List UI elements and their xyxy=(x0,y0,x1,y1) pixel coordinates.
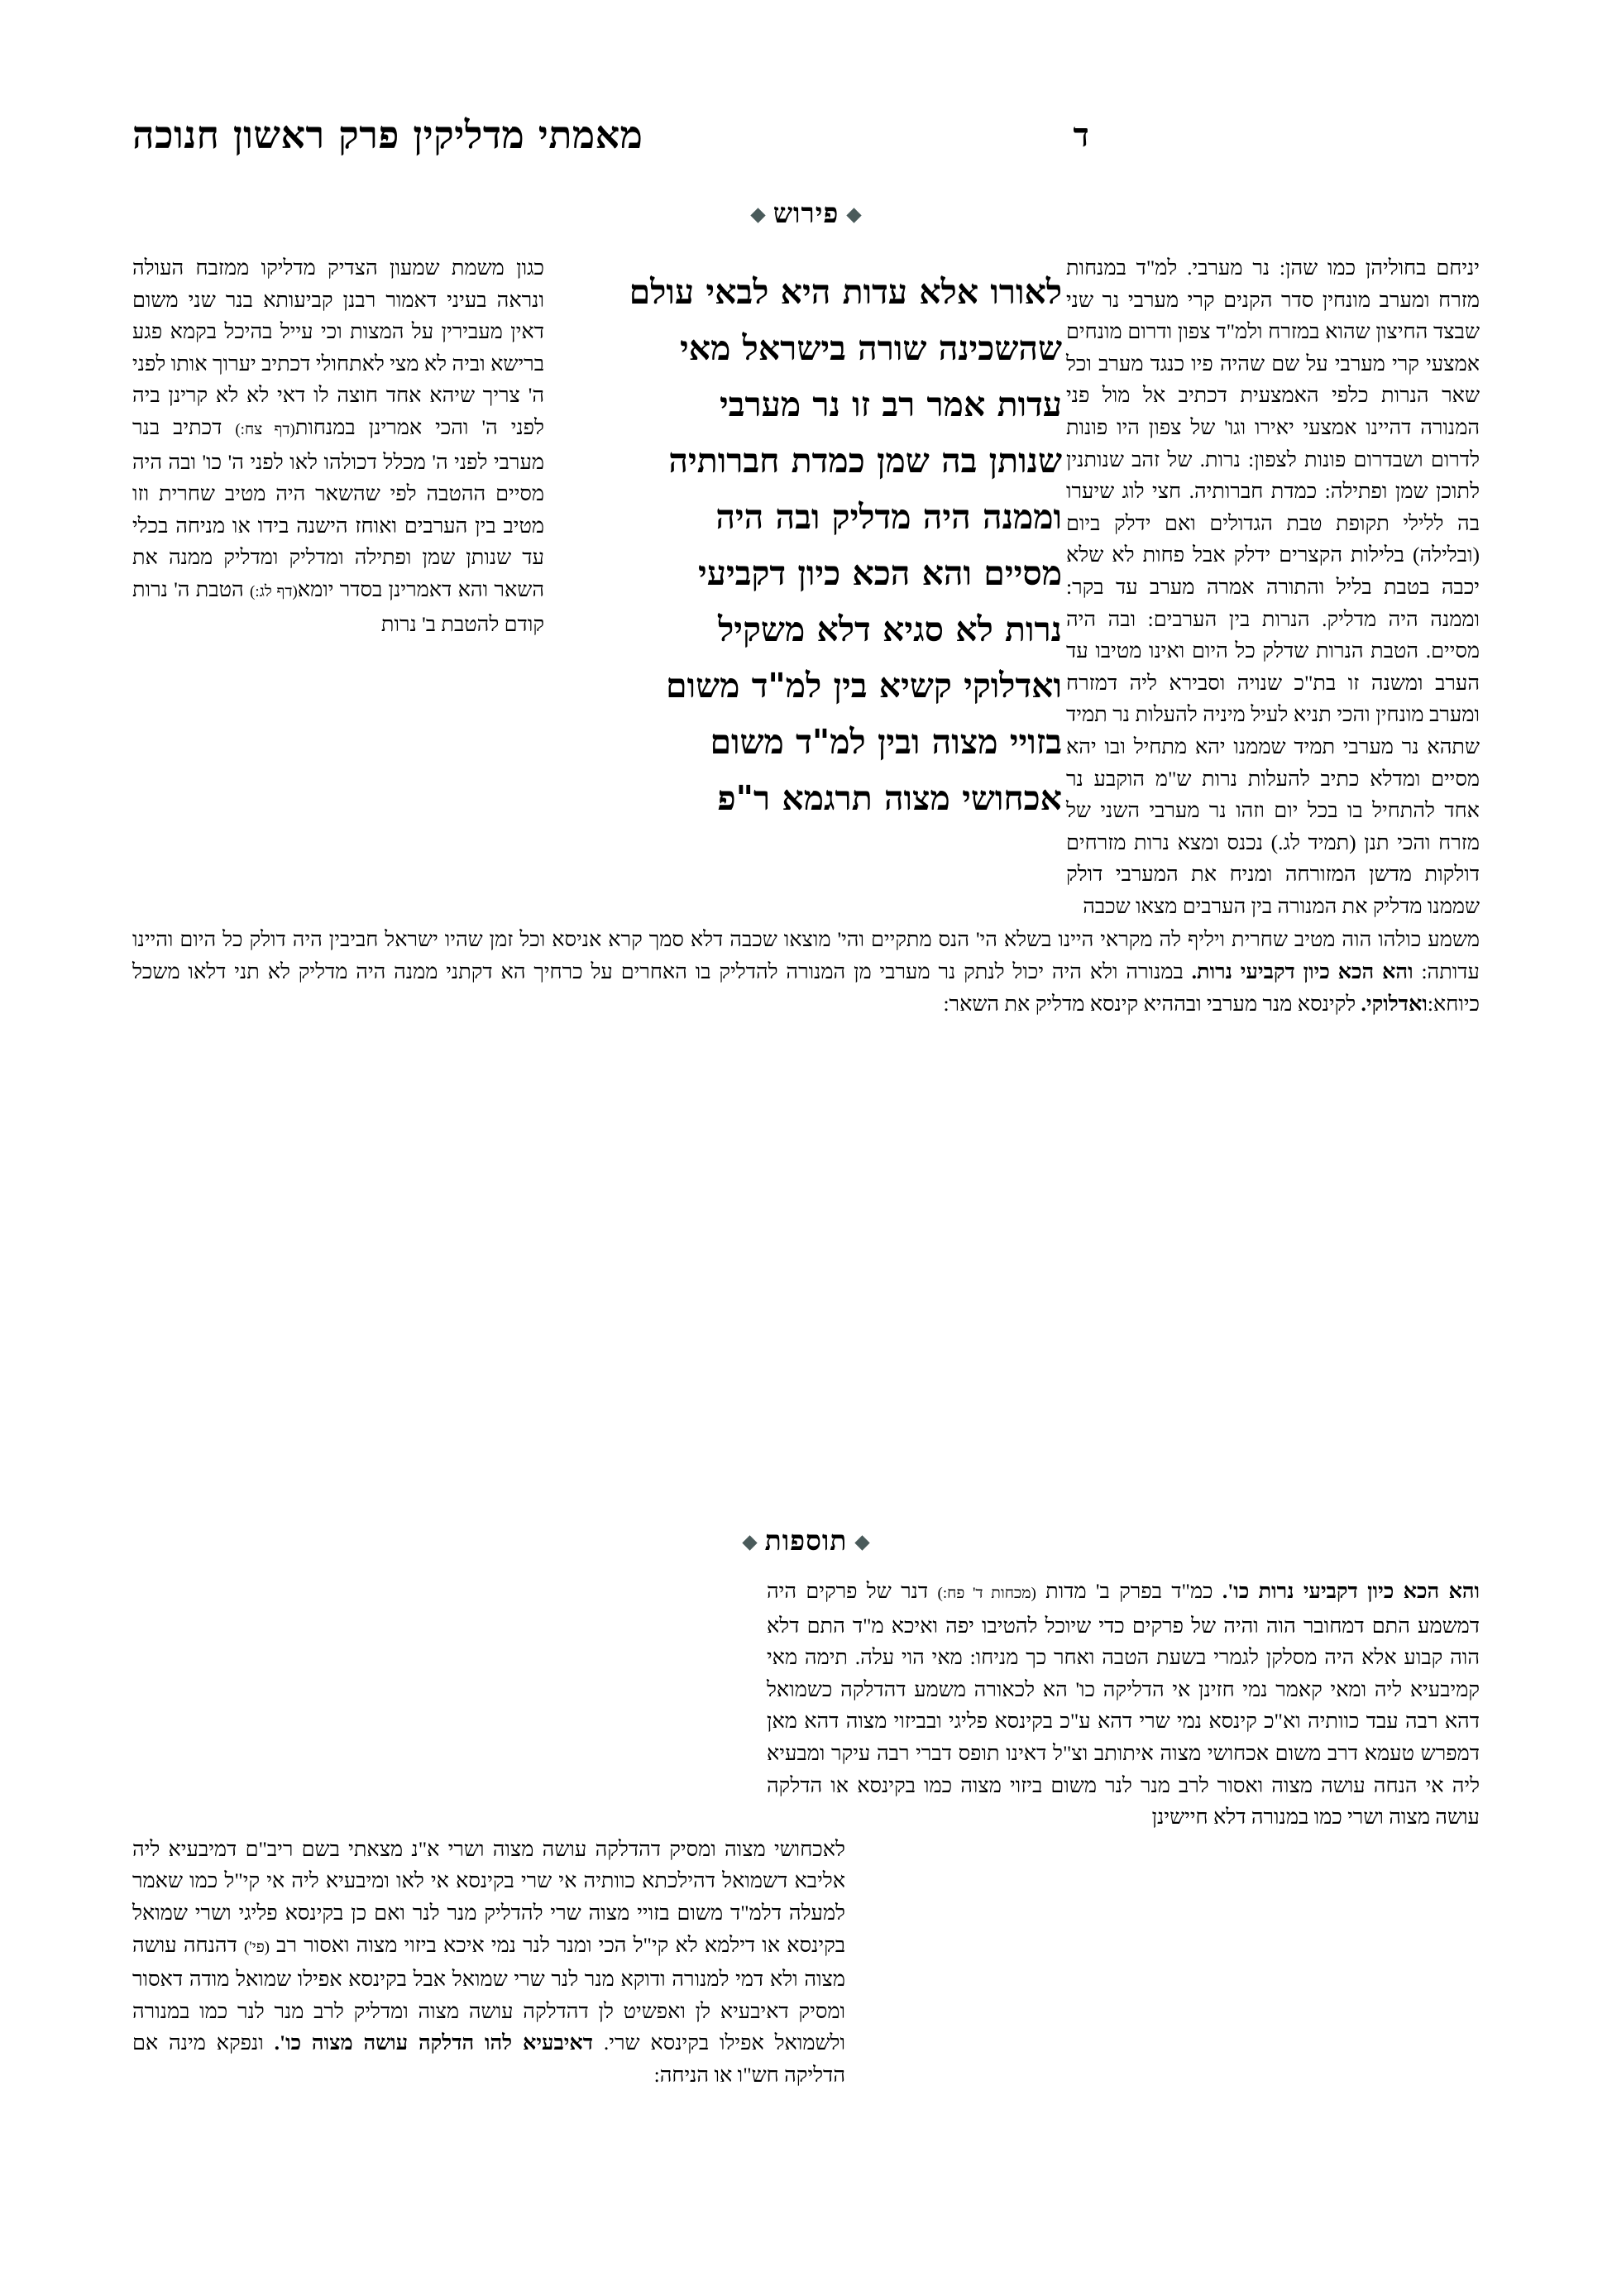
tosafot-left-part2: דהנחה עושה מצוה ולא דמי למנורה ודוקא מנר לנר שרי שמואל אבל בקינסא אפילו שמואל מודה דאסור ומסיק דאיבעיא לן ואפשיט לן דהדלקה עושה מצוה ומדליק לרב מנר לנר כמו במנורה ולשמואל אפילו בקינסא שרי. xyxy=(132,1932,846,2055)
tosafot-right-dibbur: והא הכא כיון דקביעי נרות כו'. xyxy=(1222,1579,1480,1603)
rashi-left-part1: כגון משמת שמעון הצדיק מדליקו ממזבח העולה ונראה בעיני דאמור רבנן קביעותא בנר שני משום דאין מעבירין על המצות וכי עייל בהיכל בקמא פגע ברישא וביה לא מצי לאתחולי דכתיב יערוך אותו לפני ה' צריך שיהא אחד חוצה לו דאי לא לא קרינן ביה לפני ה' והכי אמרינן במנחות xyxy=(132,256,544,439)
tosafot-left-part3: ונפקא מינה אם הדליקה חש"ו או הניחה: xyxy=(132,2031,845,2087)
tosafot-left-dibbur: דאיבעיא להו הדלקה עושה מצוה כו'. xyxy=(274,2031,594,2055)
rashi-tail-part2: במנורה ולא היה יכול לנתק נר מערבי מן המנורה להדליק בו האחרים על כרחיך הא דקתני ממנה היה מדליק לא תני דלאו משכל כיוחא: xyxy=(132,959,1480,1016)
section-title-tosafot xyxy=(0,1524,1612,1557)
tosafot-left-ref: (פי') xyxy=(243,1938,270,1956)
gemara-line: נרות לא סגיא דלא משקיל xyxy=(718,610,1062,649)
tosafot-column-left xyxy=(132,1834,845,2092)
tosafot-right-paragraph xyxy=(767,1576,1480,1834)
tosafot-left-paragraph xyxy=(132,1834,845,2092)
rashi-left-ref1: (דף צח:) xyxy=(235,420,295,438)
tosafot-right-part1: כמ"ד בפרק ב' מדות xyxy=(1045,1579,1222,1603)
tosafot-body xyxy=(132,1576,1480,2204)
rashi-tail-part1: משמע כולהו הוה מטיב שחרית ויליף לה מקראי היינו בשלא הי' הנס מתקיים והי' מוצאו שכבה דלא סמך קרא אניסא וכל זמן שהיו ישראל חביבין היה דולק כל היום והיינו עדותה: xyxy=(132,927,1480,984)
folio-number: ד xyxy=(1073,115,1089,155)
gemara-line: שהשכינה שורה בישראל מאי xyxy=(680,328,1062,368)
rashi-left-ref2: (דף לג:) xyxy=(250,582,298,600)
perush-columns xyxy=(132,252,1480,1020)
page-title: מאמתי מדליקין פרק ראשון חנוכה xyxy=(132,112,643,157)
rashi-tail-part3: לקינסא מנר מערבי ובההיא קינסא מדליק את השאר: xyxy=(943,991,1361,1016)
diamond-ornament-icon xyxy=(742,1535,757,1550)
perush-body xyxy=(132,252,1480,1493)
rashi-tail-dibbur-2: ואדלוקי. xyxy=(1361,991,1428,1016)
rashi-right-text: יניחם בחוליהן כמו שהן: נר מערבי. למ"ד במנחות מזרח ומערב מונחין סדר הקנים קרי מערבי נר שני שבצד החיצון שהוא במזרח ולמ"ד צפון ודרום מונחים אמצעי קרי מערבי על שם שהיה פיו כנגד מערב וכל שאר הנרות כלפי האמצעית דכתיב אל מול פני המנורה דהיינו אמצעי יאירו וגו' של צפון היו פונות לדרום ושבדרום פונות לצפון: נרות. של זהב שנותנין לתוכן שמן ופתילה: כמדת חברותיה. חצי לוג שיערו בה ללילי תקופת טבת הגדולים ואם ידלק ביום (ובלילה) בלילות הקצרים ידלק אבל פחות לא שלא יכבה בטבת בליל והתורה אמרה מערב עד בקר: וממנה היה מדליק. הנרות בין הערבים: ובה היה מסיים. הטבת הנרות שדלק כל היום ואינו מטיבו עד הערב ומשנה זו בת"כ שנויה וסבירא ליה דמזרח ומערב מונחין והכי תניא לעיל מיניה להעלות נר תמיד שתהא נר מערבי תמיד שממנו יהא מתחיל ובו יהא מסיים ומדלא כתיב להעלות נרות ש"מ הוקבע נר אחד להתחיל בו בכל יום וזהו נר מערבי השני של מזרח והכי תנן (תמיד לג.) נכנס ומצא נרות מזרחים דולקות מדשן המזורחה ומניח את המערבי דולק שממנו מדליק את המנורה בין הערבים מצאו שכבה xyxy=(1066,256,1480,918)
tosafot-right-ref: (מכחות ד' פח:) xyxy=(937,1585,1036,1602)
diamond-ornament-icon xyxy=(855,1535,870,1550)
section-title-perush xyxy=(0,197,1612,230)
gemara-line: בזויי מצוה ובין למ"ד משום xyxy=(710,722,1062,762)
gemara-line: מסיים והא הכא כיון דקביעי xyxy=(697,553,1062,593)
section-title-perush-label: פירוש xyxy=(773,197,839,229)
gemara-line: לאורו אלא עדות היא לבאי עולם xyxy=(629,272,1062,312)
tosafot-column-right xyxy=(767,1576,1480,1834)
page-header xyxy=(132,98,1480,172)
tosafot-left-part1: לאכחושי מצוה ומסיק דהדלקה עושה מצוה ושרי א"נ מצאתי בשם ריב"ם דמיבעיא ליה אליבא דשמואל דהילכתא כוותיה אי שרי בקינסא אי לאו ומיבעיא ליה אי קי"ל כמו שאמר למעלה דלמ"ד משום בזויי מצוה שרי להדליק מנר לנר ואם כן בקינסא פליגי ושרי שמואל בקינסא או דילמא לא קי"ל הכי ומנר לנר נמי איכא ביזוי מצוה ואסור רב xyxy=(132,1836,846,1957)
rashi-left-part3: הטבת ה' נרות קודם להטבת ב' נרות xyxy=(132,576,544,636)
gemara-line: אכחושי מצוה תרגמא ר"פ xyxy=(717,778,1062,818)
rashi-tail-dibbur-1: והא הכא כיון דקביעי נרות. xyxy=(1191,959,1413,984)
rashi-left-text xyxy=(132,252,544,640)
diamond-ornament-icon xyxy=(750,208,765,222)
diamond-ornament-icon xyxy=(847,208,862,222)
gemara-text-block xyxy=(550,252,1062,826)
section-title-tosafot-label: תוספות xyxy=(764,1524,848,1557)
rashi-column-right xyxy=(1066,252,1480,922)
tosafot-right-part2: דנר של פרקים היה דמשמע התם דמחובר הוה והיה של פרקים כדי שיוכל להטיבו יפה ואיכא מ"ד התם דלא הוה קבוע אלא היה מסלקן לגמרי בשעת הטבה ואחר כך מניחו: מאי הוי עלה. תימה מאי קמיבעיא ליה ומאי קאמר נמי חזינן אי הדליקה כו' הא לכאורה משמע דהדלקה כשמואל דהא רבה עבד כוותיה וא"כ קינסא נמי שרי דהא ע"כ בקינסא פליגי ובביזוי מצוה דהא מאן דמפרש טעמא דרב משום אכחושי מצוה איתותב וצ"ל דאינו תופס דברי רבה עיקר ומבעיא ליה אי הנחה עושה מצוה ואסור לרב מנר לנר משום ביזוי מצוה כמו בקינסא או הדלקה עושה מצוה ושרי כמו במנורה דלא חיישינן xyxy=(767,1579,1480,1830)
gemara-line: וממנה היה מדליק ובה היה xyxy=(715,497,1062,537)
rashi-tail-paragraph xyxy=(132,924,1480,1020)
gemara-line: שנותן בה שמן כמדת חברותיה xyxy=(668,441,1062,481)
rashi-column-left xyxy=(132,252,544,640)
rashi-tail-text xyxy=(132,922,1480,1020)
gemara-line: עדות אמר רב זו נר מערבי xyxy=(719,385,1062,424)
rashi-left-part2: דכתיב בנר מערבי לפני ה' מכלל דכולהו לאו לפני ה' כו' ובה היה מסיים ההטבה לפי שהשאר היה מטיב שחרית וזו מטיב בין הערבים ואוחז הישנה בידו או מניחה בכלי עד שנותן שמן ופתילה ומדליק ומדליק ממנה את השאר והא דאמרינן בסדר יומא xyxy=(132,414,544,601)
gemara-line: ואדלוקי קשיא בין למ"ד משום xyxy=(666,666,1062,706)
